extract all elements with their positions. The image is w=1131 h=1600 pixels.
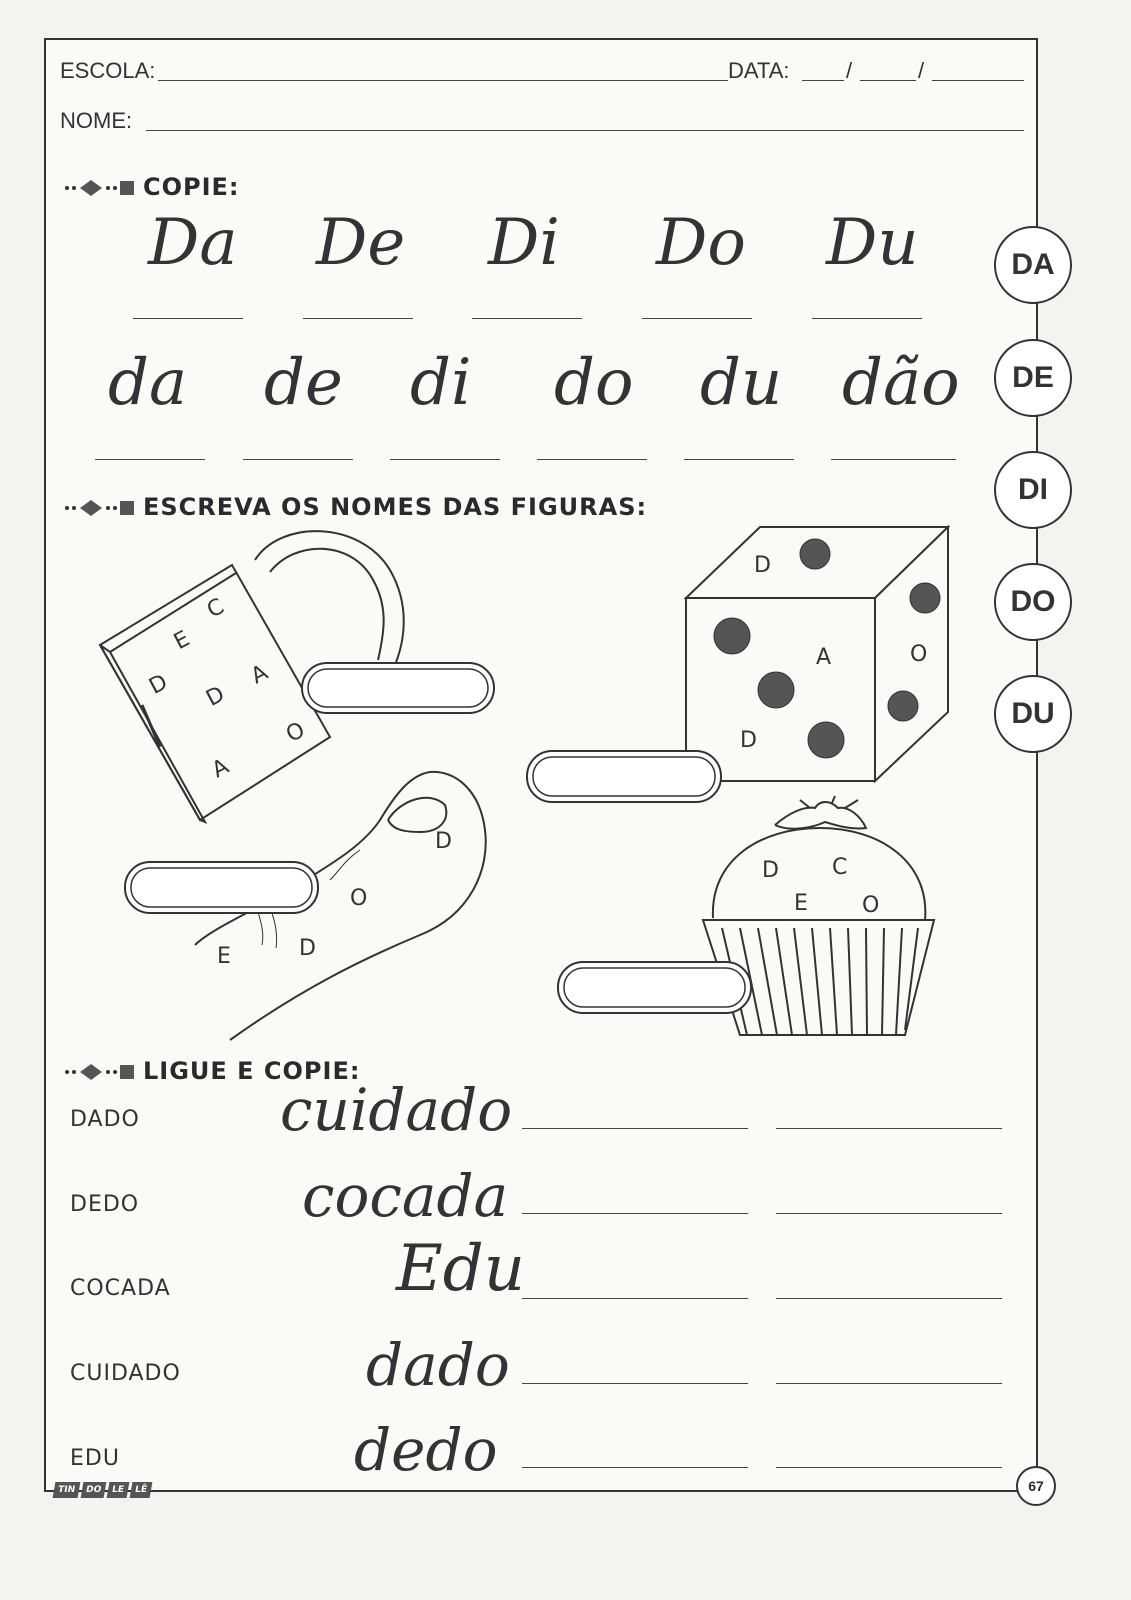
answer-box-padlock	[302, 663, 494, 713]
nome-label: NOME:	[60, 108, 133, 133]
page-number: 67	[1016, 1466, 1056, 1506]
ligue-print-word: EDU	[70, 1446, 120, 1471]
padlock-letter: E	[170, 625, 195, 656]
ligue-cursive-word: cocada	[302, 1162, 509, 1230]
syllable-circle-di: DI	[994, 451, 1072, 529]
dice-letter: O	[910, 642, 929, 667]
ligue-cursive-word: dedo	[354, 1416, 498, 1484]
ligue-answer-line[interactable]	[776, 1128, 1002, 1129]
cursive-syllable-de-lower: de	[264, 346, 343, 420]
ligue-answer-line[interactable]	[776, 1383, 1002, 1384]
ligue-answer-line[interactable]	[522, 1213, 748, 1214]
padlock-letter: D	[202, 681, 230, 712]
finger-letter: D	[299, 936, 317, 961]
logo-part: LE	[107, 1482, 130, 1498]
syllable-circle-da: DA	[994, 226, 1072, 304]
logo-part: DO	[81, 1482, 107, 1498]
answer-box-cupcake	[558, 962, 751, 1013]
cursive-syllable-de: De	[316, 206, 406, 280]
date-slash: /	[918, 58, 925, 83]
padlock-letter: O	[282, 717, 311, 748]
publisher-logo	[54, 1482, 151, 1498]
cupcake-letter: C	[832, 855, 849, 880]
cursive-syllable-di: Di	[488, 206, 560, 280]
ligue-print-word: CUIDADO	[70, 1361, 181, 1386]
ligue-title: LIGUE E COPIE:	[143, 1057, 361, 1085]
ligue-answer-line[interactable]	[522, 1467, 748, 1468]
padlock-letter: D	[145, 669, 173, 700]
logo-part: TIN	[53, 1482, 81, 1498]
escreva-title: ESCREVA OS NOMES DAS FIGURAS:	[143, 493, 648, 521]
ligue-print-word: COCADA	[70, 1276, 171, 1301]
dice-letter: D	[754, 553, 772, 578]
ligue-answer-line[interactable]	[776, 1298, 1002, 1299]
cursive-syllable-du-lower: du	[700, 346, 783, 420]
ligue-answer-line[interactable]	[522, 1128, 748, 1129]
ligue-cursive-word: cuidado	[280, 1076, 513, 1144]
padlock-letter: A	[208, 753, 234, 784]
syllable-circle-du: DU	[994, 675, 1072, 753]
answer-box-finger	[125, 862, 318, 913]
dice-letter: D	[740, 728, 758, 753]
finger-letter: O	[350, 886, 369, 911]
ligue-print-word: DEDO	[70, 1192, 140, 1217]
cursive-syllable-da-lower: da	[108, 346, 188, 420]
ligue-answer-line[interactable]	[776, 1213, 1002, 1214]
cursive-syllable-dao-lower: dão	[842, 346, 960, 420]
date-slash: /	[846, 58, 853, 83]
dice-letter: A	[816, 645, 833, 670]
copie-title: COPIE:	[143, 173, 240, 201]
cursive-syllable-do: Do	[656, 206, 746, 280]
cupcake-letter: E	[794, 891, 809, 916]
syllable-circle-de: DE	[994, 339, 1072, 417]
finger-letter: E	[217, 944, 232, 969]
escola-label: ESCOLA:	[60, 58, 156, 83]
cursive-syllable-da: Da	[148, 206, 238, 280]
ligue-cursive-word: Edu	[396, 1232, 525, 1306]
cupcake-letter: D	[762, 858, 780, 883]
ligue-print-word: DADO	[70, 1107, 140, 1132]
answer-box-dice	[527, 751, 721, 802]
padlock-letter: C	[203, 593, 230, 624]
ligue-answer-line[interactable]	[776, 1467, 1002, 1468]
cursive-syllable-do-lower: do	[554, 346, 634, 420]
data-label: DATA:	[728, 58, 790, 83]
finger-letter: D	[435, 829, 453, 854]
ligue-cursive-word: dado	[366, 1331, 510, 1399]
ligue-answer-line[interactable]	[522, 1298, 748, 1299]
syllable-circle-do: DO	[994, 563, 1072, 641]
ligue-answer-line[interactable]	[522, 1383, 748, 1384]
cursive-syllable-du: Du	[826, 206, 919, 280]
padlock-letter: A	[247, 659, 273, 690]
cupcake-letter: O	[862, 893, 881, 918]
logo-part: LÊ	[130, 1482, 153, 1498]
cursive-syllable-di-lower: di	[410, 346, 472, 420]
